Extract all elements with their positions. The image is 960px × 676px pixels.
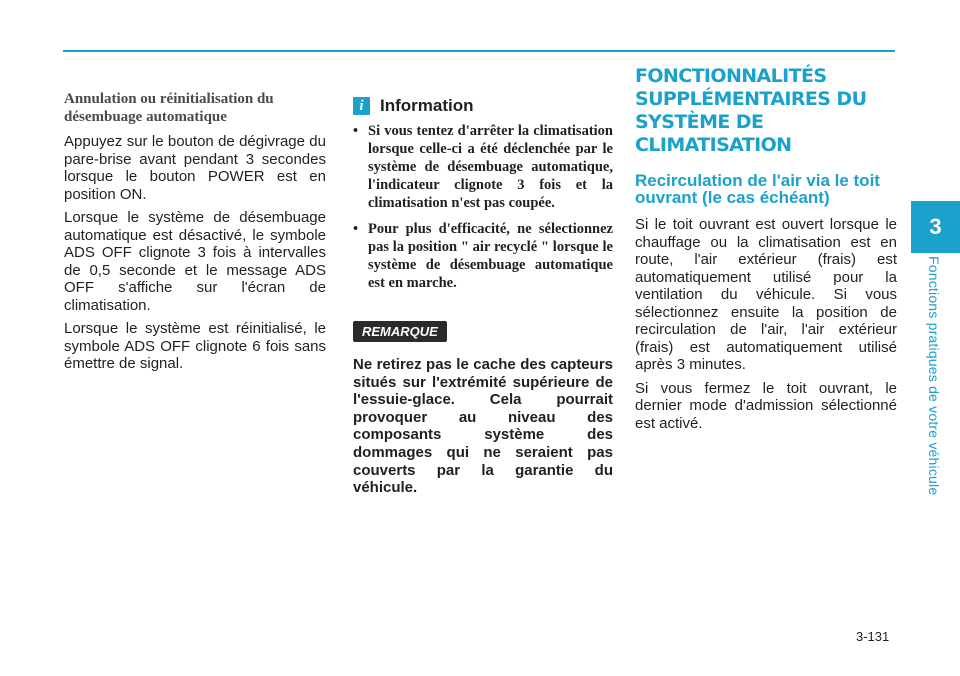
left-column	[64, 90, 326, 379]
paragraph: Appuyez sur le bouton de dégivrage du pare-brise avant pendant 3 secondes lorsque le bouton POWER est en position ON.	[64, 133, 326, 203]
paragraph: Lorsque le système de désembuage automatique est désactivé, le symbole ADS OFF clignote 3 fois à intervalles de 0,5 seconde et le message ADS OFF s'affiche sur l'écran de climatisation.	[64, 209, 326, 314]
chapter-label: Fonctions pratiques de votre véhicule	[926, 256, 942, 496]
chapter-tab	[911, 201, 960, 253]
information-title: Information	[380, 96, 474, 115]
page-title	[635, 65, 897, 157]
middle-column	[353, 90, 613, 497]
section-heading: Annulation ou réinitialisation du désembuage automatique	[64, 91, 274, 125]
remark-text: Ne retirez pas le cache des capteurs situés sur l'extrémité supérieure de l'essuie-glace. Cela pourrait provoquer au niveau des composants système des dommages qui ne seraient pas couverts par la garantie du véhicule.	[353, 356, 613, 497]
title-line: SYSTÈME DE CLIMATISATION	[635, 111, 792, 156]
page-number: 3-131	[856, 629, 890, 644]
paragraph: Si le toit ouvrant est ouvert lorsque le chauffage ou la climatisation est en route, l'air extérieur (frais) est automatiquement utilisé pour la ventilation du véhicule. Si vous sélectionnez ensuite la position de recirculation de l'air, l'air extérieur (frais) est automatiquement utilisé après 3 minutes.	[635, 216, 897, 373]
list-item: • Pour plus d'efficacité, ne sélectionnez pas la position " air recyclé " lorsque le système de désembuage automatique est en marche.	[353, 220, 613, 292]
list-item: • Si vous tentez d'arrêter la climatisation lorsque celle-ci a été déclenchée par le système de désembuage automatique, l'indicateur clignote 3 fois et la climatisation n'est pas coupée.	[353, 122, 613, 212]
information-list	[353, 122, 613, 292]
right-column	[635, 65, 897, 438]
paragraph: Lorsque le système est réinitialisé, le symbole ADS OFF clignote 6 fois sans émettre de signal.	[64, 320, 326, 372]
title-line: SUPPLÉMENTAIRES DU	[635, 88, 867, 110]
information-header	[353, 96, 613, 116]
title-line: FONCTIONNALITÉS	[635, 65, 827, 87]
subsection-heading: Recirculation de l'air via le toit ouvrant (le cas échéant)	[635, 171, 880, 207]
paragraph: Si vous fermez le toit ouvrant, le dernier mode d'admission sélectionné est activé.	[635, 379, 897, 432]
remark-badge: REMARQUE	[353, 321, 447, 342]
info-icon: i	[353, 97, 370, 115]
top-rule	[63, 50, 895, 52]
chapter-number: 3	[929, 214, 942, 239]
